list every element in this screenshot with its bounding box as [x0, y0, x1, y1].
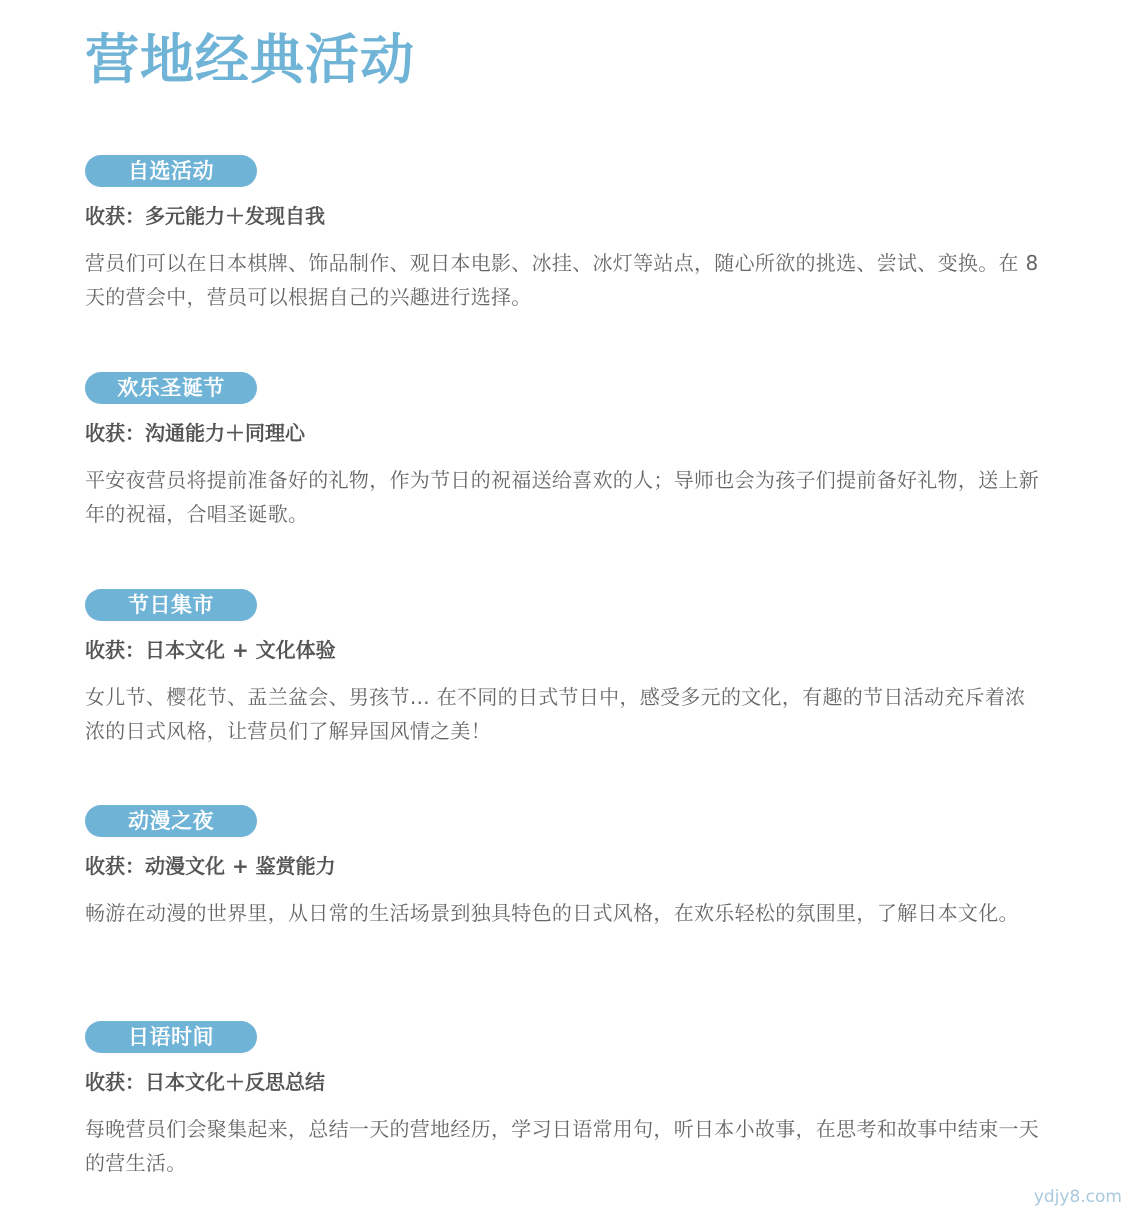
- activity-tag: 节日集市: [85, 589, 257, 621]
- activity-description: 女儿节、樱花节、盂兰盆会、男孩节… 在不同的日式节日中，感受多元的文化，有趣的节日活动充斥着浓浓的日式风格，让营员们了解异国风情之美！: [85, 685, 1026, 743]
- activity-section-5: [85, 1021, 1045, 1180]
- activity-section-2: [85, 372, 1045, 531]
- activity-description: 营员们可以在日本棋牌、饰品制作、观日本电影、冰挂、冰灯等站点，随心所欲的挑选、尝试、变换。在 8 天的营会中，营员可以根据自己的兴趣进行选择。: [85, 251, 1039, 309]
- activity-description: 每晚营员们会聚集起来，总结一天的营地经历，学习日语常用句，听日本小故事，在思考和故事中结束一天的营生活。: [85, 1117, 1040, 1175]
- activity-tag: 日语时间: [85, 1021, 257, 1053]
- activity-section-3: [85, 589, 1045, 748]
- activity-description: 畅游在动漫的世界里，从日常的生活场景到独具特色的日式风格，在欢乐轻松的氛围里，了解日本文化。: [85, 901, 1019, 925]
- watermark: ydjy8.com: [1033, 1187, 1122, 1207]
- activity-gain: 收获：多元能力＋发现自我: [85, 204, 325, 228]
- activity-gain: 收获：日本文化＋反思总结: [85, 1070, 325, 1094]
- activity-tag: 欢乐圣诞节: [85, 372, 257, 404]
- page-title: 营地经典活动: [85, 28, 415, 91]
- activity-section-1: [85, 155, 1045, 314]
- activity-tag: 动漫之夜: [85, 805, 257, 837]
- activity-section-4: [85, 805, 1045, 930]
- activity-tag: 自选活动: [85, 155, 257, 187]
- activity-gain: 收获：动漫文化 + 鉴赏能力: [85, 854, 336, 878]
- activity-gain: 收获：沟通能力＋同理心: [85, 421, 305, 445]
- activity-description: 平安夜营员将提前准备好的礼物，作为节日的祝福送给喜欢的人；导师也会为孩子们提前备好礼物，送上新年的祝福，合唱圣诞歌。: [85, 468, 1040, 526]
- activity-gain: 收获：日本文化 + 文化体验: [85, 638, 336, 662]
